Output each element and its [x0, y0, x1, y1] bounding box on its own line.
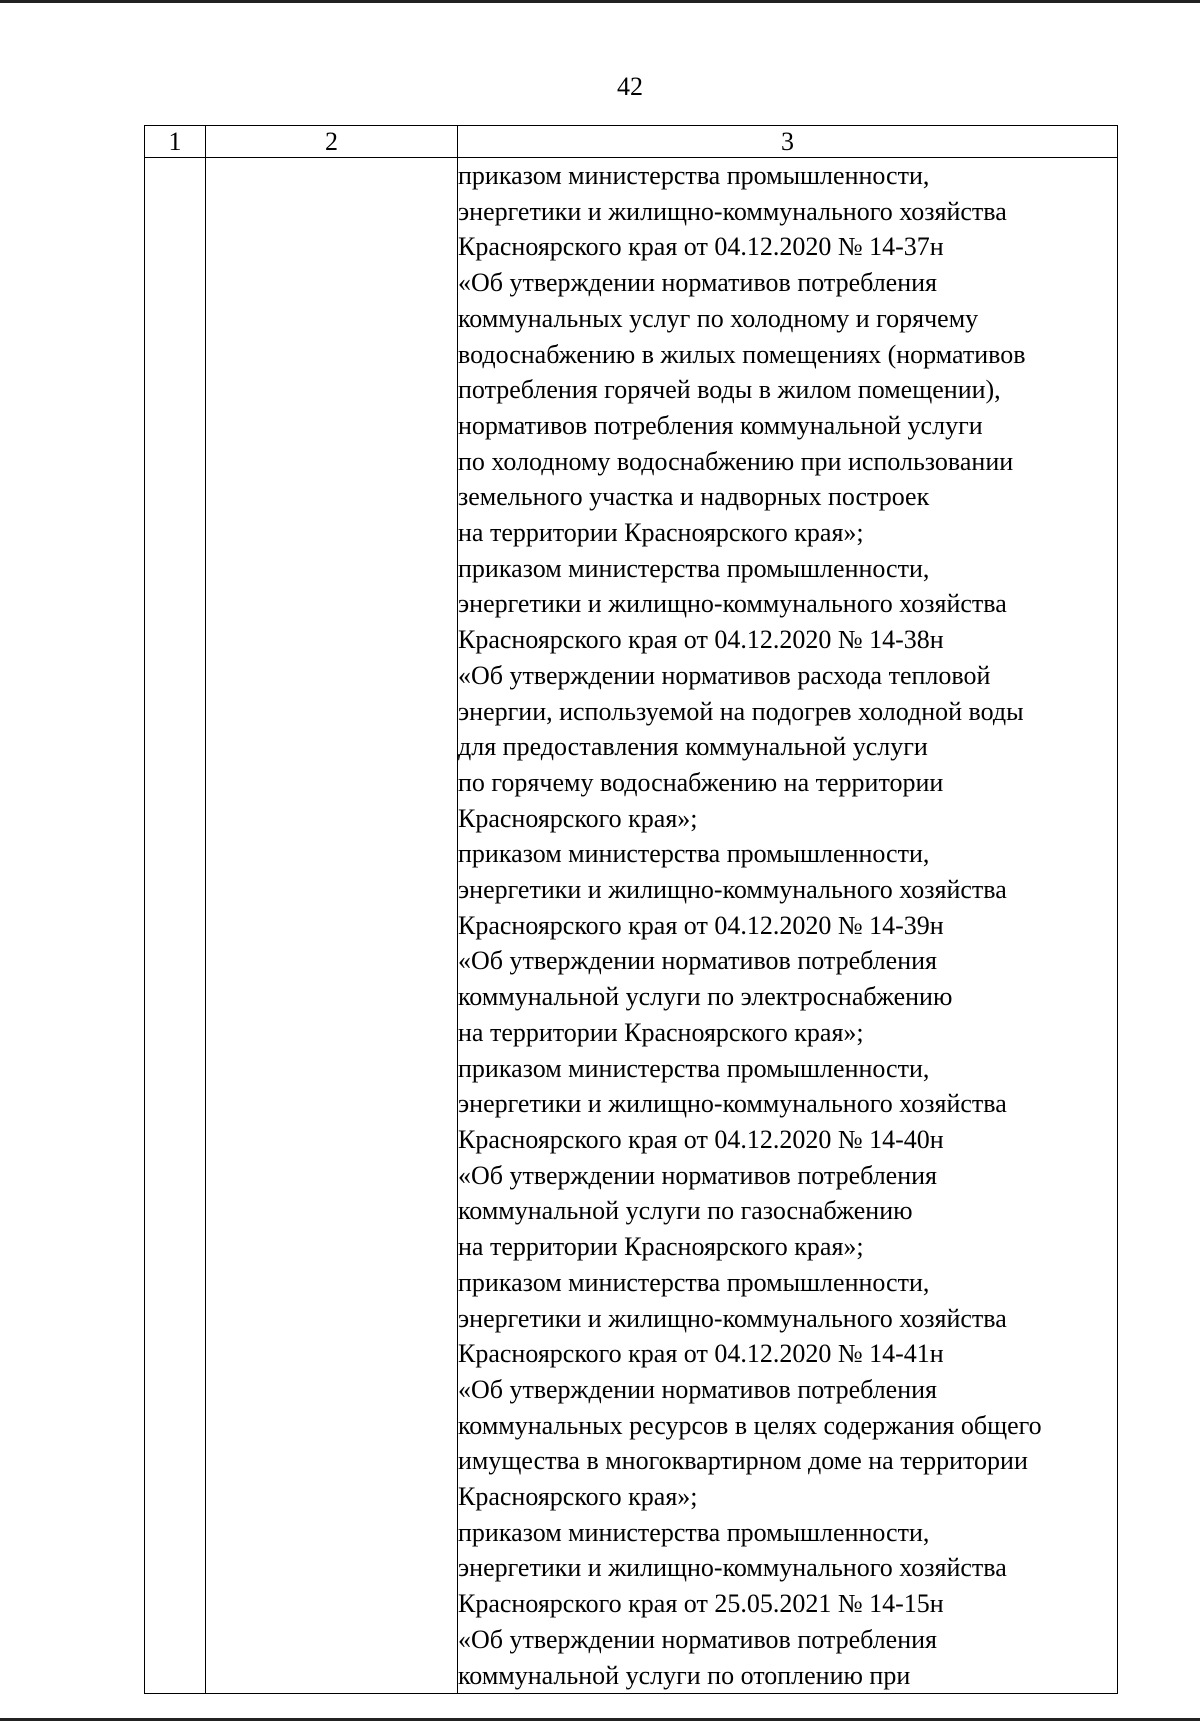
text-line: коммунальных ресурсов в целях содержания общего — [458, 1410, 1042, 1440]
text-line: коммунальных услуг по холодному и горячему — [458, 303, 979, 333]
cell-col-1 — [145, 158, 206, 1694]
text-line: энергетики и жилищно-коммунального хозяйства — [458, 1089, 1007, 1119]
scan-edge-top — [0, 0, 1200, 3]
text-line: земельного участка и надворных построек — [458, 482, 930, 512]
text-line: коммунальной услуги по отоплению при — [458, 1660, 911, 1690]
text-line: энергетики и жилищно-коммунального хозяйства — [458, 1303, 1007, 1333]
cell-col-3 — [458, 158, 1118, 1694]
text-line: имущества в многоквартирном доме на территории — [458, 1446, 1028, 1476]
text-line: потребления горячей воды в жилом помещении), — [458, 375, 1001, 405]
text-line: на территории Красноярского края»; — [458, 1232, 864, 1262]
text-line: Красноярского края от 04.12.2020 № 14-40н — [458, 1124, 944, 1154]
text-line: коммунальной услуги по газоснабжению — [458, 1196, 913, 1226]
text-line: Красноярского края от 04.12.2020 № 14-41н — [458, 1339, 944, 1369]
table-header-row — [145, 126, 1118, 158]
text-line: энергетики и жилищно-коммунального хозяйства — [458, 196, 1007, 226]
text-line: приказом министерства промышленности, — [458, 1517, 930, 1547]
table-row — [145, 158, 1118, 1694]
text-line: водоснабжению в жилых помещениях (нормативов — [458, 339, 1026, 369]
text-line: энергетики и жилищно-коммунального хозяйства — [458, 875, 1007, 905]
text-line: приказом министерства промышленности, — [458, 839, 930, 869]
text-line: «Об утверждении нормативов потребления — [458, 1160, 937, 1190]
text-line: Красноярского края»; — [458, 803, 698, 833]
text-line: приказом министерства промышленности, — [458, 1267, 930, 1297]
document-table — [144, 125, 1118, 1694]
text-line: Красноярского края»; — [458, 1482, 698, 1512]
column-header-3: 3 — [458, 126, 1118, 158]
text-line: «Об утверждении нормативов потребления — [458, 1374, 937, 1404]
text-line: приказом министерства промышленности, — [458, 553, 930, 583]
text-line: энергетики и жилищно-коммунального хозяйства — [458, 589, 1007, 619]
text-line: Красноярского края от 04.12.2020 № 14-38н — [458, 625, 944, 655]
text-line: «Об утверждении нормативов потребления — [458, 946, 937, 976]
text-line: Красноярского края от 25.05.2021 № 14-15н — [458, 1589, 944, 1619]
cell-col-2 — [206, 158, 458, 1694]
page-number: 42 — [617, 72, 643, 101]
text-line: приказом министерства промышленности, — [458, 1053, 930, 1083]
text-line: энергетики и жилищно-коммунального хозяйства — [458, 1553, 1007, 1583]
cell-text-block — [458, 158, 1117, 1693]
text-line: «Об утверждении нормативов потребления — [458, 268, 937, 298]
text-line: «Об утверждении нормативов потребления — [458, 1624, 937, 1654]
text-line: по горячему водоснабжению на территории — [458, 767, 944, 797]
text-line: на территории Красноярского края»; — [458, 1017, 864, 1047]
text-line: Красноярского края от 04.12.2020 № 14-39н — [458, 910, 944, 940]
text-line: коммунальной услуги по электроснабжению — [458, 982, 953, 1012]
text-line: по холодному водоснабжению при использовании — [458, 446, 1014, 476]
text-line: нормативов потребления коммунальной услуги — [458, 410, 983, 440]
text-line: энергии, используемой на подогрев холодной воды — [458, 696, 1024, 726]
text-line: приказом министерства промышленности, — [458, 161, 930, 190]
column-header-1: 1 — [145, 126, 206, 158]
text-line: на территории Красноярского края»; — [458, 518, 864, 548]
text-line: Красноярского края от 04.12.2020 № 14-37н — [458, 232, 944, 262]
text-line: для предоставления коммунальной услуги — [458, 732, 928, 762]
column-header-2: 2 — [206, 126, 458, 158]
text-line: «Об утверждении нормативов расхода тепловой — [458, 660, 991, 690]
